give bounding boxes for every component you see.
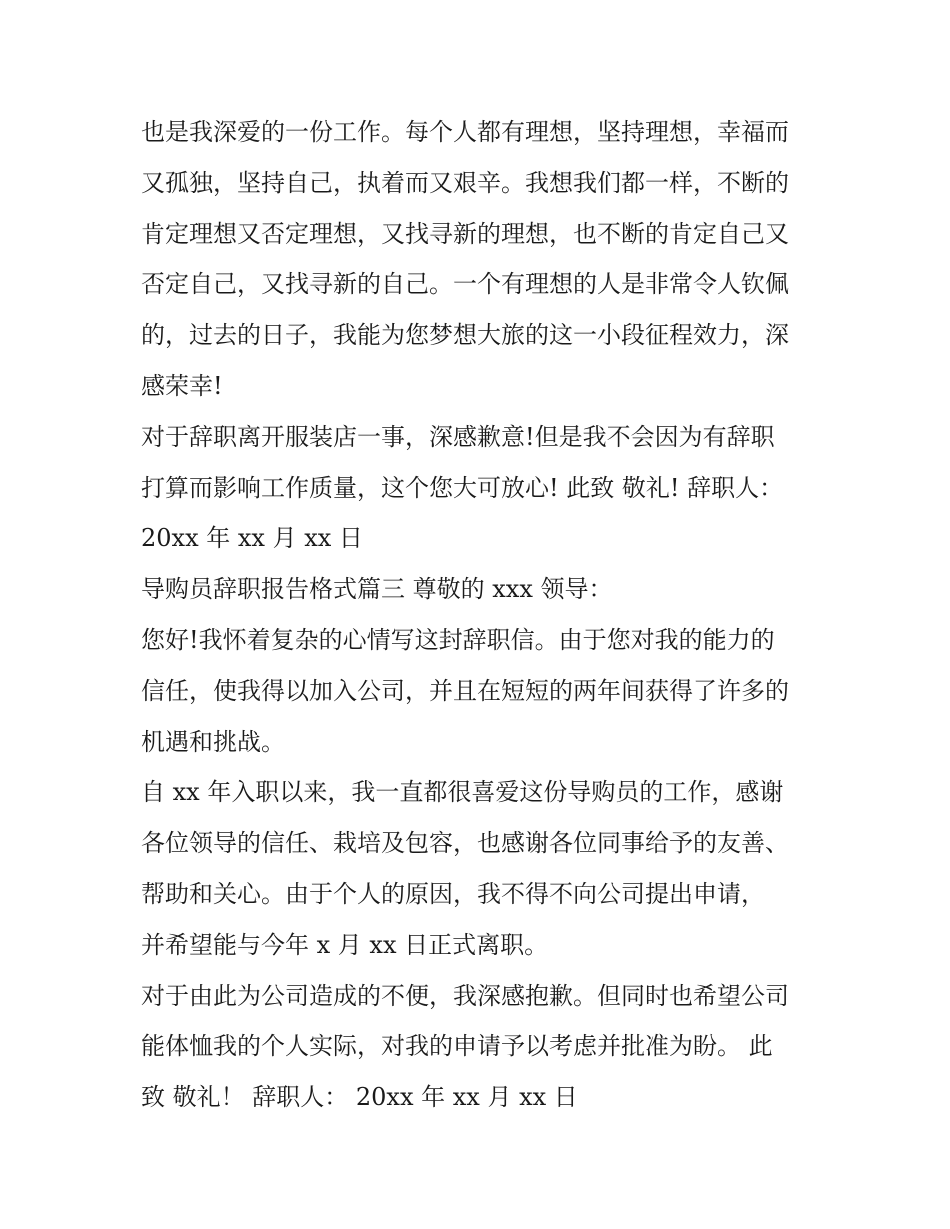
date-line-1: 20xx 年 xx 月 xx 日 [141, 524, 363, 553]
section-heading: 导购员辞职报告格式篇三 尊敬的 xxx 领导： [141, 575, 613, 604]
text-line-16: 帮助和关心。由于个人的原因，我不得不向公司提出申请， [141, 879, 765, 908]
text-line-12: 信任，使我得以加入公司，并且在短短的两年间获得了许多的 [141, 676, 789, 705]
text-line-17: 并希望能与今年 x 月 xx 日正式离职。 [141, 930, 549, 959]
text-line-1: 也是我深爱的一份工作。每个人都有理想，坚持理想，幸福而 [141, 118, 789, 146]
document-body [141, 107, 821, 1123]
text-line-3: 肯定理想又否定理想，又找寻新的理想，也不断的肯定自己又 [141, 219, 789, 248]
text-line-14: 自 xx 年入职以来，我一直都很喜爱这份导购员的工作，感谢 [141, 778, 784, 807]
text-line-7: 对于辞职离开服装店一事，深感歉意!但是我不会因为有辞职 [141, 422, 775, 451]
text-line-19: 能体恤我的个人实际，对我的申请予以考虑并批准为盼。 此 [141, 1032, 773, 1061]
text-line-4: 否定自己，又找寻新的自己。一个有理想的人是非常令人钦佩 [141, 270, 789, 299]
text-line-18: 对于由此为公司造成的不便，我深感抱歉。但同时也希望公司 [141, 981, 789, 1010]
text-line-15: 各位领导的信任、栽培及包容，也感谢各位同事给予的友善、 [141, 829, 789, 858]
text-line-2: 又孤独，坚持自己，执着而又艰辛。我想我们都一样，不断的 [141, 168, 789, 197]
text-line-13: 机遇和挑战。 [141, 727, 285, 756]
text-line-8: 打算而影响工作质量，这个您大可放心! 此致 敬礼! 辞职人： [141, 473, 784, 502]
text-line-11: 您好!我怀着复杂的心情写这封辞职信。由于您对我的能力的 [141, 625, 775, 654]
text-line-6: 感荣幸! [141, 371, 223, 400]
text-line-5: 的，过去的日子，我能为您梦想大旅的这一小段征程效力，深 [141, 321, 789, 350]
signature-line: 致 敬礼！ 辞职人： 20xx 年 xx 月 xx 日 [141, 1083, 578, 1112]
